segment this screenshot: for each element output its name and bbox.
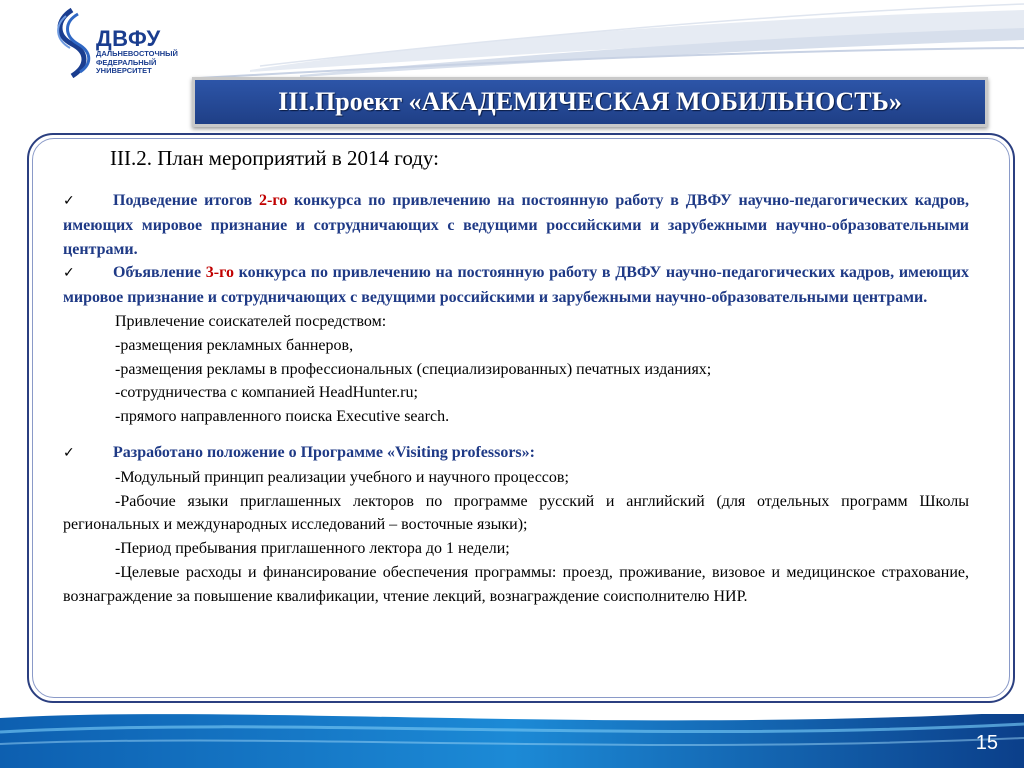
list-item-visiting-professors: ✓ Разработано положение о Программе «Visiting professors»: <box>63 441 969 466</box>
program-line: -Период пребывания приглашенного лектора до 1 недели; <box>115 540 510 558</box>
attract-line: -сотрудничества с компанией HeadHunter.ru; <box>115 384 418 402</box>
attract-line: -размещения рекламных баннеров, <box>115 336 354 354</box>
checkmark-icon: ✓ <box>63 193 75 209</box>
program-line: -Целевые расходы и финансирование обеспечения программы: проезд, проживание, визовое и медицинское страхование, вознаграждение за повышение квалификации, чтение лекций, вознаграждение соисполнителю НИР. <box>63 563 969 605</box>
attract-intro: Привлечение соискателей посредством: <box>115 312 387 330</box>
attract-line: -прямого направленного поиска Executive search. <box>115 408 450 426</box>
attract-line: -размещения рекламы в профессиональных (специализированных) печатных изданиях; <box>115 360 712 378</box>
section-subtitle: III.2. План мероприятий в 2014 году: <box>110 146 439 170</box>
list-item-announcement: ✓ Объявление 3-го конкурса по привлечению на постоянную работу в ДВФУ научно-педагогических кадров, имеющих мировое признание и сотрудничающих с ведущими российскими и зарубежными научно-образовательными центрами. <box>63 264 969 307</box>
content-text <box>63 189 969 609</box>
logo-text: ДВФУ <box>96 26 161 51</box>
logo-subtitle: ДАЛЬНЕВОСТОЧНЫЙ ФЕДЕРАЛЬНЫЙ УНИВЕРСИТЕТ <box>96 49 178 75</box>
slide-title: III.Проект «АКАДЕМИЧЕСКАЯ МОБИЛЬНОСТЬ» <box>192 77 988 127</box>
program-line: -Модульный принцип реализации учебного и научного процессов; <box>115 468 569 486</box>
list-item-results: ✓ Подведение итогов 2-го конкурса по привлечению на постоянную работу в ДВФУ научно-педагогических кадров, имеющих мировое признание и сотрудничающих с ведущими российскими и зарубежными научно-образовательными центрами. <box>63 192 969 258</box>
checkmark-icon: ✓ <box>63 444 75 461</box>
checkmark-icon: ✓ <box>63 265 75 282</box>
program-line: -Рабочие языки приглашенных лекторов по программе русский и английский (для отдельных программ Школы региональных и международных исследований – восточные языки); <box>63 492 969 534</box>
page-number: 15 <box>975 732 998 754</box>
footer-waves <box>0 704 1024 768</box>
